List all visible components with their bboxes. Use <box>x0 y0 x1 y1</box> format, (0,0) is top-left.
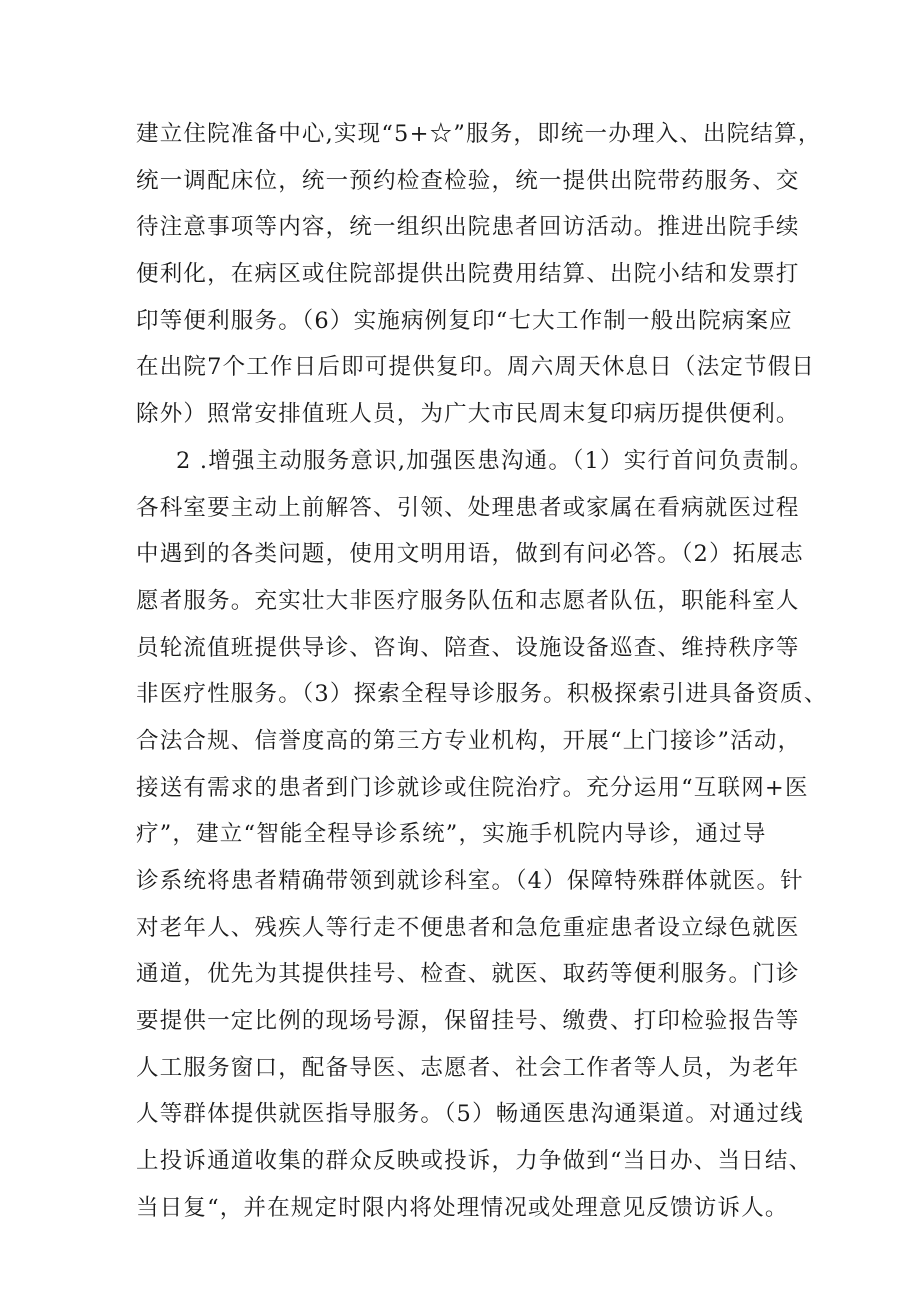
text-line: 在出院7个工作日后即可提供复印。周六周天休息日（法定节假日 <box>136 354 816 381</box>
text-line: 各科室要主动上前解答、引领、处理患者或家属在看病就医过程 <box>136 494 800 521</box>
text-line: 员轮流值班提供导诊、咨询、陪查、设施设备巡查、维持秩序等 <box>136 634 800 661</box>
text-line: 中遇到的各类问题，使用文明用语，做到有问必答。（2）拓展志 <box>136 541 804 568</box>
text-line: 便利化，在病区或住院部提供出院费用结算、出院小结和发票打 <box>136 261 800 288</box>
text-line: 合法合规、信誉度高的第三方专业机构，开展“上门接诊”活动， <box>136 727 802 754</box>
text-line: 建立住院准备中心,实现“5+☆”服务，即统一办理入、出院结算， <box>136 121 822 147</box>
text-line: 统一调配床位，统一预约检查检验，统一提供出院带药服务、交 <box>136 167 800 194</box>
text-line: 印等便利服务。（6）实施病例复印“七大工作制一般出院病案应 <box>136 307 793 334</box>
body-text <box>136 111 828 1232</box>
text-line: 愿者服务。充实壮大非医疗服务队伍和志愿者队伍，职能科室人 <box>136 587 800 614</box>
text-line: 通道，优先为其提供挂号、检查、就医、取药等便利服务。门诊 <box>136 961 800 988</box>
text-line: 对老年人、残疾人等行走不便患者和急危重症患者设立绿色就医 <box>136 914 800 941</box>
text-line: 疗”，建立“智能全程导诊系统”，实施手机院内导诊，通过导 <box>136 821 767 848</box>
text-line: 当日复“，并在规定时限内将处理情况或处理意见反馈访诉人。 <box>136 1194 789 1221</box>
text-line: 接送有需求的患者到门诊就诊或住院治疗。充分运用“互联网+医 <box>136 774 809 801</box>
text-line: 非医疗性服务。（3）探索全程导诊服务。积极探索引进具备资质、 <box>136 681 828 708</box>
text-line: 诊系统将患者精确带领到就诊科室。（4）保障特殊群体就医。针 <box>136 868 804 894</box>
text-line: 人工服务窗口，配备导医、志愿者、社会工作者等人员，为老年 <box>136 1054 800 1081</box>
text-line: 要提供一定比例的现场号源，保留挂号、缴费、打印检验报告等 <box>136 1008 800 1035</box>
text-line: 人等群体提供就医指导服务。（5）畅通医患沟通渠道。对通过线 <box>136 1101 804 1128</box>
text-line: 待注意事项等内容，统一组织出院患者回访活动。推进出院手续 <box>136 214 800 241</box>
text-line: 除外）照常安排值班人员，为广大市民周末复印病历提供便利。 <box>136 401 800 428</box>
paragraph-heading-line: 2 .增强主动服务意识,加强医患沟通。（1）实行首问负责制。 <box>176 447 814 474</box>
text-line: 上投诉通道收集的群众反映或投诉，力争做到“当日办、当日结、 <box>136 1148 813 1175</box>
